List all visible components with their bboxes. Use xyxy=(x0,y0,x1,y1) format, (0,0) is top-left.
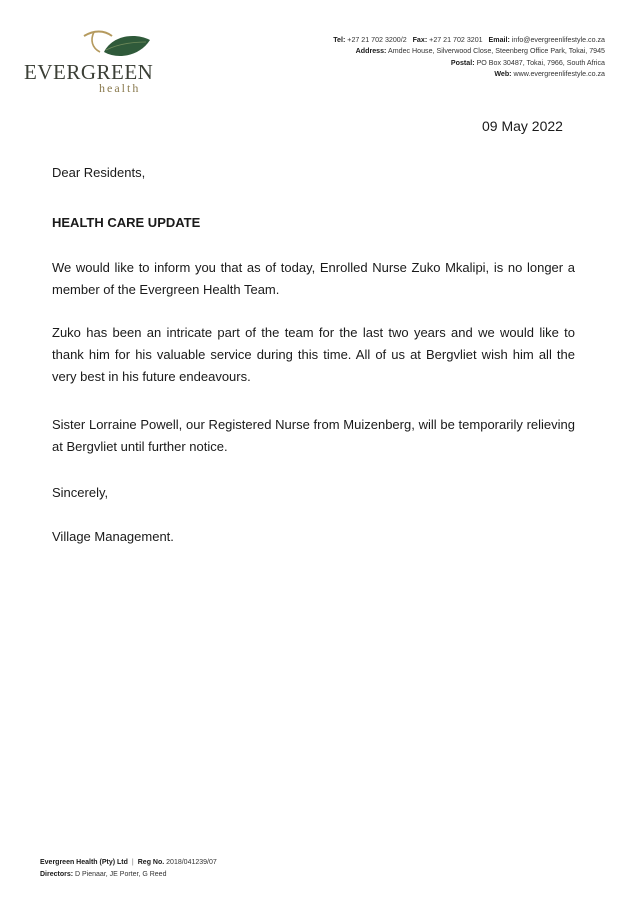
contact-address-row xyxy=(333,46,605,57)
footer-separator: | xyxy=(131,859,134,866)
signoff: Village Management. xyxy=(52,529,174,544)
paragraph-3: Sister Lorraine Powell, our Registered Nurse from Muizenberg, will be temporarily relieving at Bergvliet until further notice. xyxy=(52,417,575,454)
footer-directors-row xyxy=(40,869,217,881)
company-logo xyxy=(24,28,154,100)
company-name: Evergreen Health (Pty) Ltd xyxy=(40,859,128,866)
contact-postal-row xyxy=(333,58,605,69)
letter-date: 09 May 2022 xyxy=(482,118,563,134)
footer-company-row xyxy=(40,857,217,869)
directors-value: D Pienaar, JE Porter, G Reed xyxy=(75,870,167,878)
contact-block xyxy=(333,35,605,80)
fax-value: +27 21 702 3201 xyxy=(429,36,483,44)
web-label: Web: xyxy=(494,69,512,78)
address-label: Address: xyxy=(355,47,387,56)
paragraph-1: We would like to inform you that as of today, Enrolled Nurse Zuko Mkalipi, is no longer a member of the Evergreen Health Team. xyxy=(52,260,575,297)
paragraph-2: Zuko has been an intricate part of the team for the last two years and we would like to thank him for his valuable service during this time. All of us at Bergvliet wish him all the very best in his future endeavours. xyxy=(52,325,575,384)
greeting: Dear Residents, xyxy=(52,165,146,180)
email-label: Email: xyxy=(488,36,510,44)
postal-label: Postal: xyxy=(450,58,475,67)
tel-label: Tel: xyxy=(333,36,346,44)
closing: Sincerely, xyxy=(52,485,109,500)
subject-heading: HEALTH CARE UPDATE xyxy=(52,215,201,230)
footer xyxy=(40,857,217,880)
brand-subname: health xyxy=(99,81,141,95)
leaf-icon xyxy=(82,28,152,60)
email-value[interactable]: info@evergreenlifestyle.co.za xyxy=(511,36,605,44)
contact-web-row xyxy=(333,69,605,80)
web-value[interactable]: www.evergreenlifestyle.co.za xyxy=(513,69,605,78)
reg-label: Reg No. xyxy=(137,859,165,866)
brand-name: EVERGREEN xyxy=(24,60,154,84)
reg-value: 2018/041239/07 xyxy=(166,859,217,866)
tel-value: +27 21 702 3200/2 xyxy=(347,36,407,44)
postal-value: PO Box 30487, Tokai, 7966, South Africa xyxy=(476,58,605,67)
contact-phone-row xyxy=(333,35,605,46)
address-value: Amdec House, Silverwood Close, Steenberg Office Park, Tokai, 7945 xyxy=(388,47,605,56)
directors-label: Directors: xyxy=(40,870,74,878)
fax-label: Fax: xyxy=(412,36,428,44)
